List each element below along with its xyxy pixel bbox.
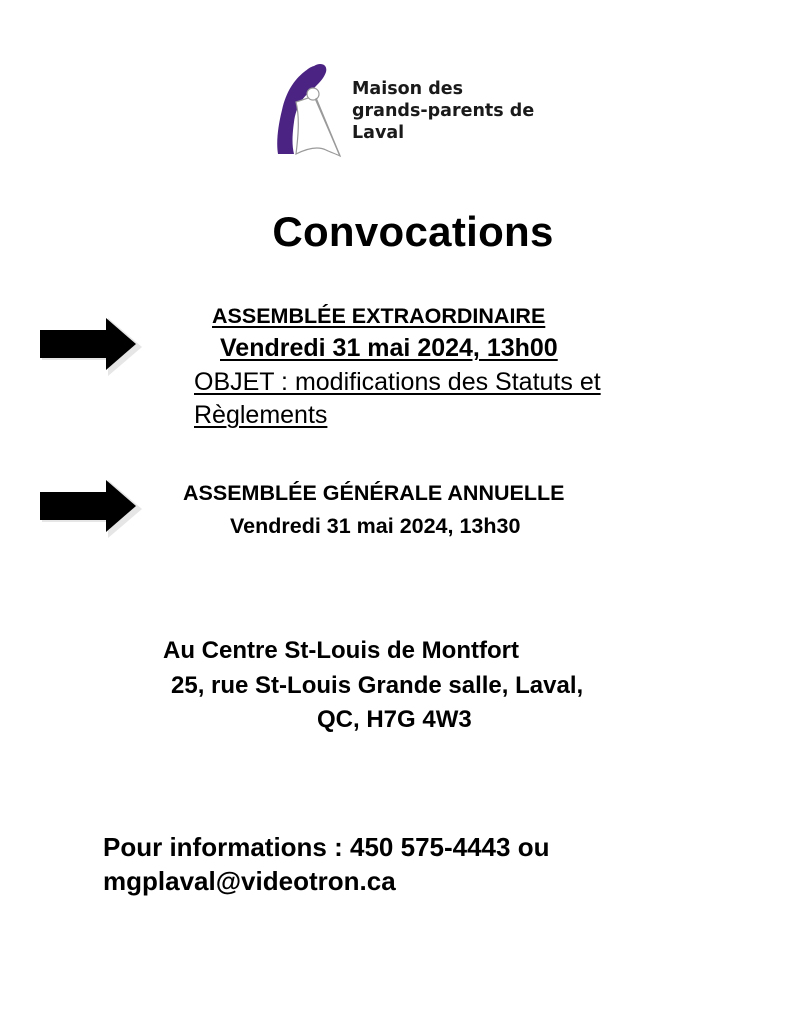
meeting-2-date: Vendredi 31 mai 2024, 13h30 — [230, 514, 521, 538]
grandparent-figure-logo-icon — [274, 62, 346, 158]
meeting-1-heading: ASSEMBLÉE EXTRAORDINAIRE — [212, 304, 546, 328]
logo-line-2: grands-parents de — [352, 101, 535, 121]
location-line-1: Au Centre St-Louis de Montfort — [163, 637, 519, 664]
meeting-1-object-line-1: OBJET : modifications des Statuts et — [194, 368, 601, 396]
page-title: Convocations — [272, 208, 554, 255]
location-line-2: 25, rue St-Louis Grande salle, Laval, — [171, 672, 584, 699]
meeting-1-date: Vendredi 31 mai 2024, 13h00 — [220, 334, 558, 362]
meeting-2-heading: ASSEMBLÉE GÉNÉRALE ANNUELLE — [183, 481, 565, 505]
logo-line-3: Laval — [352, 123, 405, 143]
meeting-1-object-line-2: Règlements — [194, 401, 328, 429]
logo-text — [352, 78, 534, 144]
right-arrow-icon — [36, 314, 144, 376]
location-line-3: QC, H7G 4W3 — [317, 706, 472, 733]
contact-email: mgplaval@videotron.ca — [103, 866, 396, 896]
right-arrow-icon — [36, 476, 144, 538]
contact-phone: Pour informations : 450 575-4443 ou — [103, 832, 550, 862]
logo-line-1: Maison des — [352, 79, 464, 99]
meeting-1-object — [194, 366, 601, 432]
